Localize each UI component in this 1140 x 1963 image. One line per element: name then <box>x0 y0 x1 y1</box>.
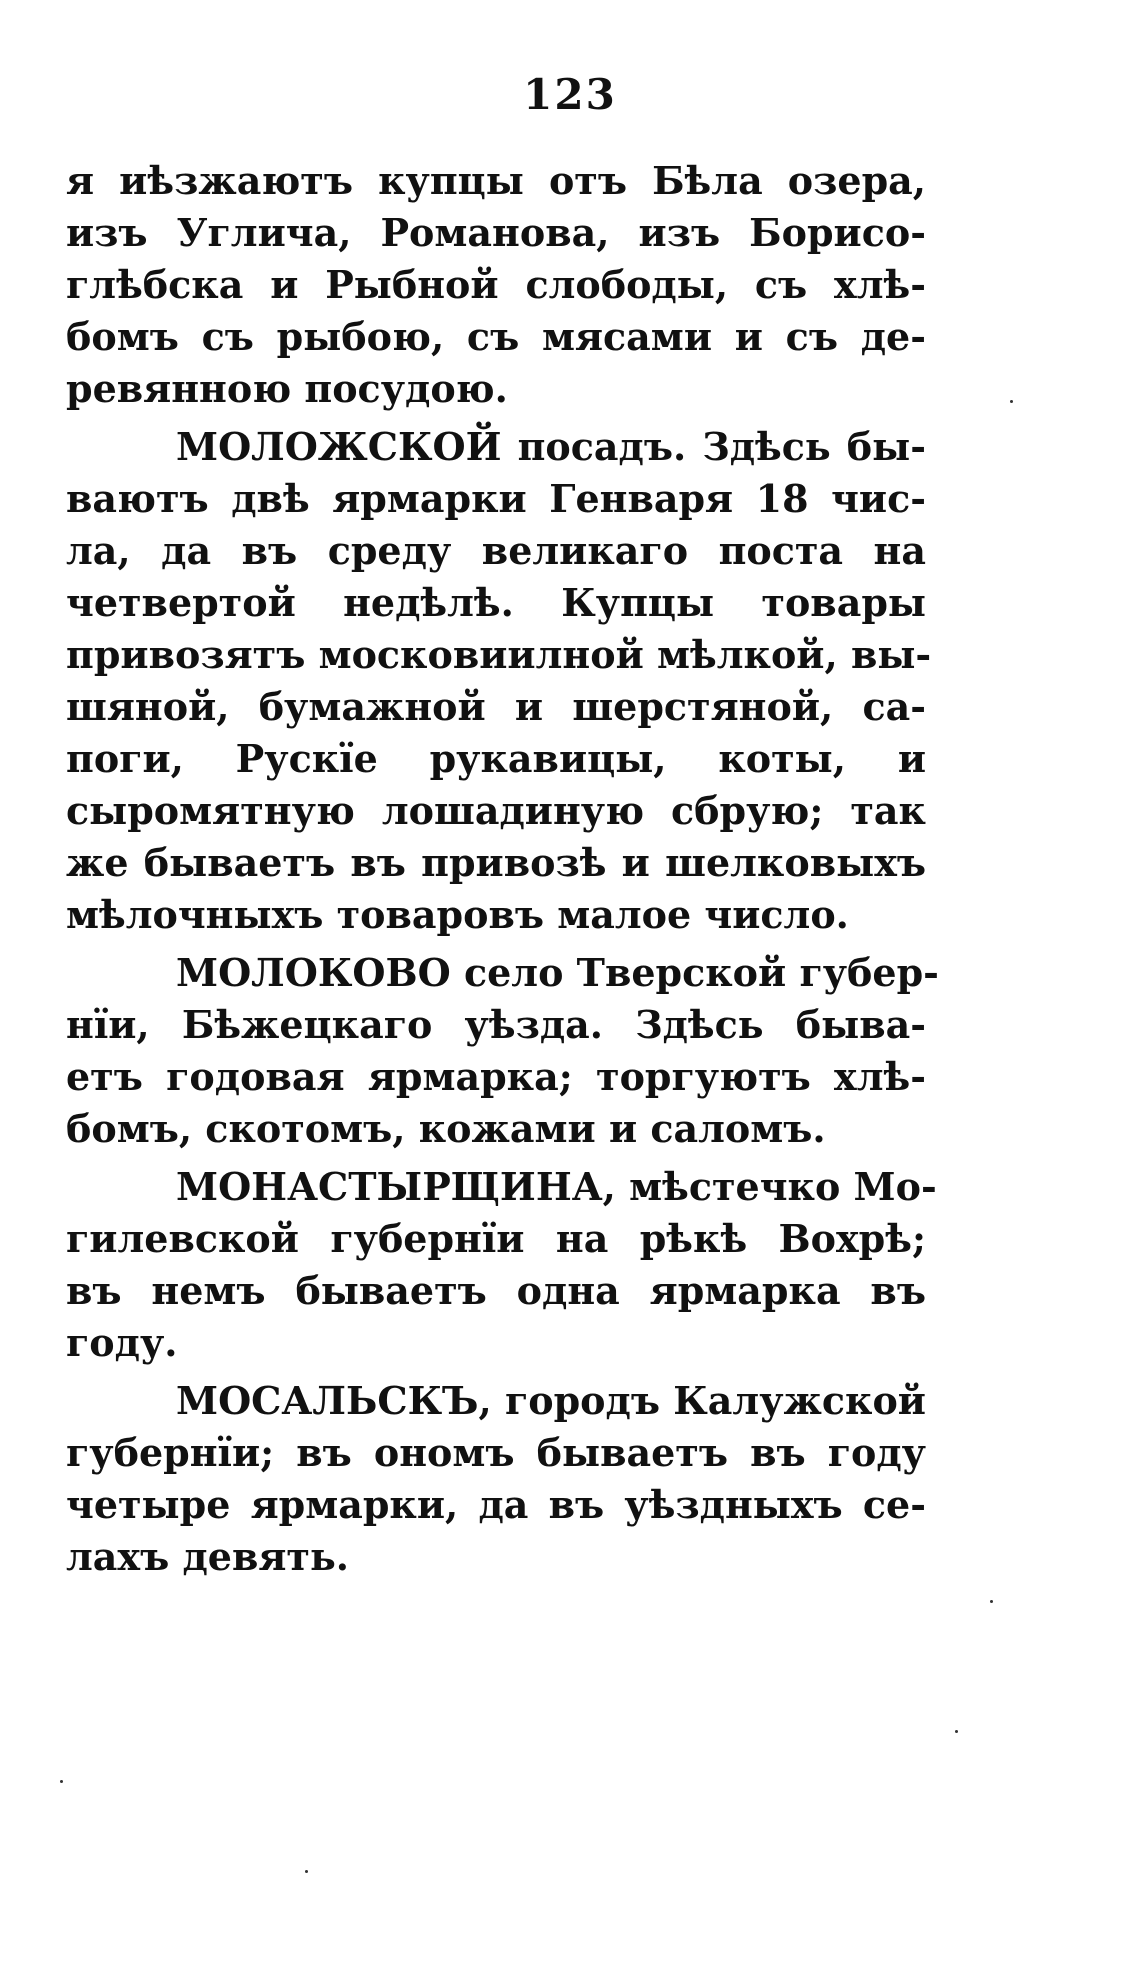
text-line: глѣбска и Рыбной слободы, съ хлѣ- <box>66 262 926 307</box>
paragraph <box>66 155 926 415</box>
text-line: шяной, бумажной и шерстяной, са- <box>66 684 926 729</box>
text-line: изъ Углича, Романова, изъ Борисо- <box>66 210 926 255</box>
text-line: же бываетъ въ привозѣ и шелковыхъ <box>66 840 926 885</box>
text-line: я иѣзжаютъ купцы отъ Бѣла озера, <box>66 158 926 203</box>
page-number: 123 <box>523 70 617 119</box>
text-line: бомъ, скотомъ, кожами и саломъ. <box>66 1106 826 1151</box>
text-line: нїи, Бѣжецкаго уѣзда. Здѣсь быва- <box>66 1002 926 1047</box>
text-line: поги, Рускїе рукавицы, коты, и <box>66 736 926 781</box>
text-line: четыре ярмарки, да въ уѣздныхъ се- <box>66 1482 926 1527</box>
text-line: бомъ съ рыбою, съ мясами и съ де- <box>66 314 926 359</box>
text-line: сыромятную лошадиную сбрую; так <box>66 788 926 833</box>
scan-speck <box>1010 400 1013 403</box>
text-line: лахъ девять. <box>66 1534 349 1579</box>
paragraph <box>66 947 939 1155</box>
text-line: етъ годовая ярмарка; торгуютъ хлѣ- <box>66 1054 926 1099</box>
paragraph <box>66 1161 937 1369</box>
text-line: въ немъ бываетъ одна ярмарка въ <box>66 1268 926 1313</box>
paragraph <box>66 421 932 941</box>
text-line: МОЛОЖСКОЙ посадъ. Здѣсь бы- <box>176 424 926 469</box>
text-line: МОНАСТЫРЩИНА, мѣстечко Мо- <box>176 1164 937 1209</box>
text-line: четвертой недѣлѣ. Купцы товары <box>66 580 926 625</box>
text-line: ревянною посудою. <box>66 366 508 411</box>
paragraph <box>66 1375 926 1583</box>
text-line: ла, да въ среду великаго поста на <box>66 528 926 573</box>
scan-speck <box>60 1780 63 1783</box>
text-line: ваютъ двѣ ярмарки Генваря 18 чис- <box>66 476 926 521</box>
scan-speck <box>955 1730 958 1733</box>
text-line: МОСАЛЬСКЪ, городъ Калужской <box>176 1378 926 1423</box>
text-line: гилевской губернїи на рѣкѣ Вохрѣ; <box>66 1216 926 1261</box>
scan-speck <box>990 1600 993 1603</box>
text-line: МОЛОКОВО село Тверской губер- <box>176 950 939 995</box>
text-line: губернїи; въ ономъ бываетъ въ году <box>66 1430 926 1475</box>
text-line: мѣлочныхъ товаровъ малое число. <box>66 892 849 937</box>
text-line: привозятъ московиилной мѣлкой, вы- <box>66 632 932 677</box>
text-line: году. <box>66 1320 178 1365</box>
scan-speck <box>305 1870 308 1873</box>
body-text <box>66 155 939 1589</box>
